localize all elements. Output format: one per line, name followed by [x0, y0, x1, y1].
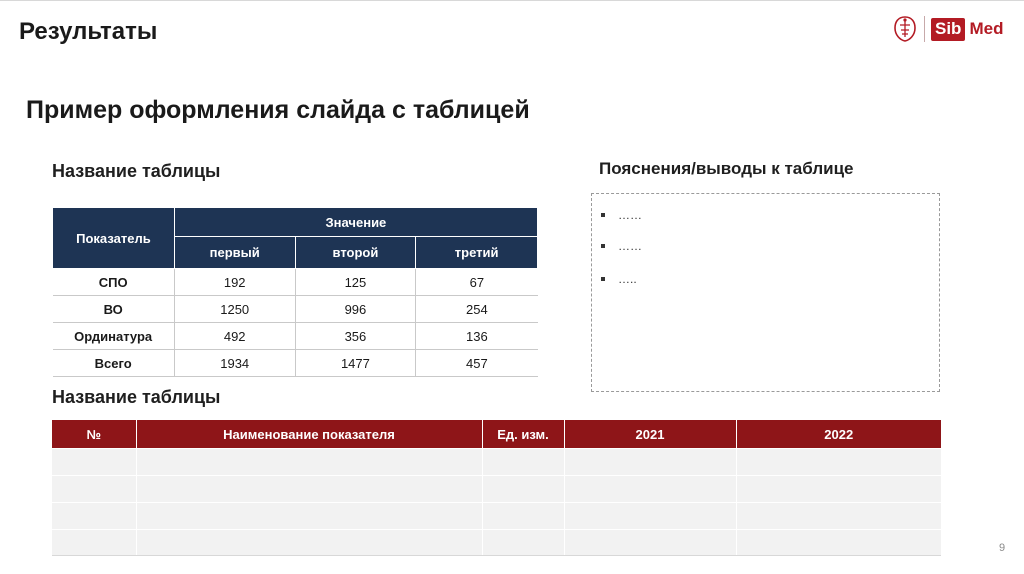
- bullet-icon: [601, 213, 605, 217]
- row-label: Всего: [53, 350, 175, 377]
- table-row: [53, 296, 538, 323]
- table-cell: [52, 503, 136, 530]
- table-cell: [736, 530, 941, 557]
- table-cell: [736, 449, 941, 476]
- table-cell: [564, 503, 736, 530]
- notes-caption: Пояснения/выводы к таблице: [599, 159, 854, 178]
- header-col-3: третий: [416, 237, 538, 269]
- header-divider: [0, 0, 1024, 1]
- notes-item: [601, 272, 637, 286]
- table-row: [52, 449, 941, 476]
- table-cell: [564, 476, 736, 503]
- header-indicator: Показатель: [53, 208, 175, 269]
- table1-caption: Название таблицы: [52, 161, 221, 181]
- page-number: 9: [999, 542, 1006, 554]
- table-cell: [564, 530, 736, 557]
- emblem-icon: [892, 15, 918, 43]
- logo-med-text: Med: [969, 19, 1004, 38]
- table-cell: 457: [416, 350, 538, 377]
- logo-sib-text: Sib: [931, 18, 965, 41]
- header-indicator-name: Наименование показателя: [136, 420, 482, 449]
- table-cell: [136, 476, 482, 503]
- table-cell: 1934: [174, 350, 295, 377]
- table-row: [52, 503, 941, 530]
- table-cell: [52, 530, 136, 557]
- table-row: [53, 269, 538, 296]
- indicators-by-year-table: [52, 420, 941, 556]
- table-cell: 254: [416, 296, 538, 323]
- table-cell: [482, 530, 564, 557]
- bullet-icon: [601, 244, 605, 248]
- row-label: Ординатура: [53, 323, 175, 350]
- table-cell: [482, 449, 564, 476]
- header-value-group: Значение: [174, 208, 537, 237]
- table-cell: 125: [295, 269, 416, 296]
- table-cell: [482, 476, 564, 503]
- table2-bottom-border: [52, 555, 941, 556]
- table-cell: [52, 449, 136, 476]
- table-cell: [736, 503, 941, 530]
- table-cell: 1250: [174, 296, 295, 323]
- indicators-table: [52, 207, 538, 377]
- table-row: [53, 350, 538, 377]
- table-cell: [564, 449, 736, 476]
- table-row: [52, 530, 941, 557]
- header-unit: Ед. изм.: [482, 420, 564, 449]
- logo-separator: [924, 16, 925, 42]
- table-row: [52, 476, 941, 503]
- row-label: ВО: [53, 296, 175, 323]
- notes-item: [601, 208, 642, 222]
- table-cell: [136, 503, 482, 530]
- header-number: №: [52, 420, 136, 449]
- slide-title: Пример оформления слайда с таблицей: [26, 96, 530, 124]
- table-cell: [136, 449, 482, 476]
- sibmed-logo: [892, 14, 1003, 44]
- header-year-2021: 2021: [564, 420, 736, 449]
- table-cell: 492: [174, 323, 295, 350]
- header-year-2022: 2022: [736, 420, 941, 449]
- table-cell: [52, 476, 136, 503]
- table-cell: [736, 476, 941, 503]
- table-cell: 192: [174, 269, 295, 296]
- bullet-icon: [601, 277, 605, 281]
- table-cell: 1477: [295, 350, 416, 377]
- notes-item-text: ……: [618, 239, 642, 253]
- header-col-2: второй: [295, 237, 416, 269]
- table-cell: [136, 530, 482, 557]
- table-cell: 356: [295, 323, 416, 350]
- table-cell: 136: [416, 323, 538, 350]
- notes-item: [601, 239, 642, 253]
- notes-box: [591, 193, 940, 392]
- table2-caption: Название таблицы: [52, 387, 221, 407]
- table-row: [53, 323, 538, 350]
- row-label: СПО: [53, 269, 175, 296]
- table-cell: 67: [416, 269, 538, 296]
- notes-item-text: …..: [618, 272, 637, 286]
- table-cell: [482, 503, 564, 530]
- section-title: Результаты: [19, 18, 158, 45]
- header-col-1: первый: [174, 237, 295, 269]
- table-cell: 996: [295, 296, 416, 323]
- notes-item-text: ……: [618, 208, 642, 222]
